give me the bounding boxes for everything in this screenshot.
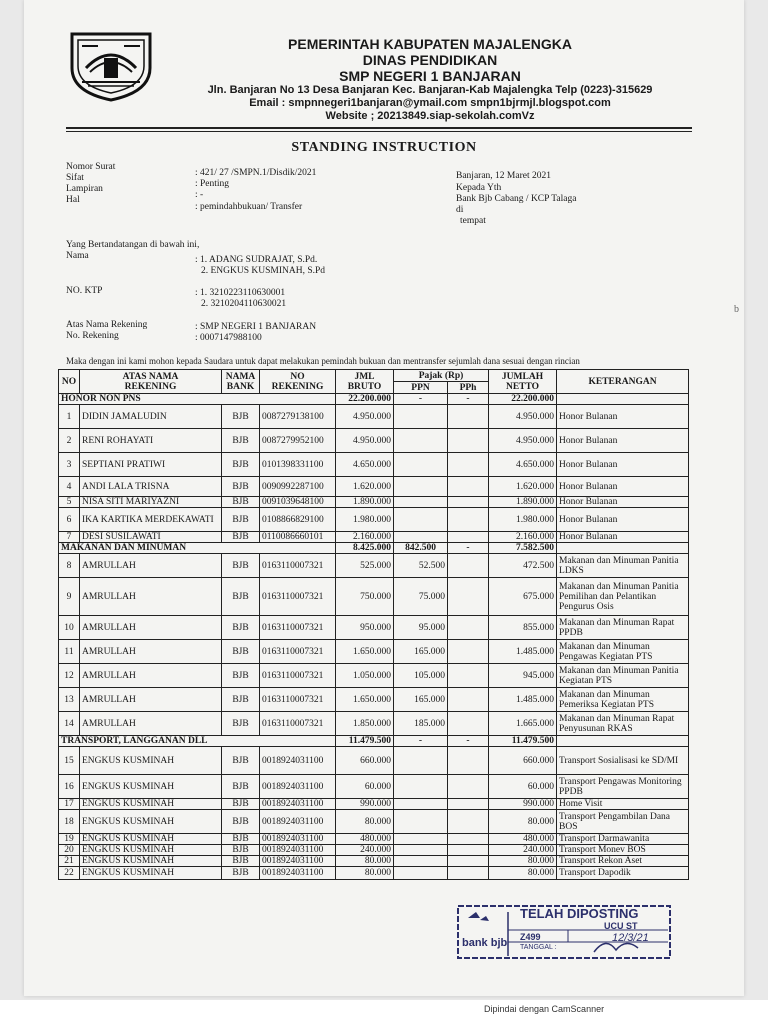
row-ppn — [394, 775, 448, 799]
letterhead-line2: DINAS PENDIDIKAN — [362, 52, 498, 68]
row-ppn — [394, 810, 448, 834]
row-account-number: 0163110007321 — [260, 664, 336, 688]
row-account-name: NISA SITI MARIYAZNI — [80, 497, 222, 508]
bank-bjb-logo-icon — [468, 912, 489, 921]
row-account-number: 0163110007321 — [260, 554, 336, 578]
row-pph — [448, 810, 489, 834]
row-number: 4 — [59, 477, 80, 497]
row-note: Honor Bulanan — [557, 477, 689, 497]
signers-intro: Yang Bertandatangan di bawah ini, — [66, 240, 200, 250]
letterhead-rule-thin — [66, 131, 692, 132]
stamp-date-label: TANGGAL : — [520, 944, 557, 951]
row-gross: 1.850.000 — [336, 712, 394, 736]
row-ppn: 165.000 — [394, 688, 448, 712]
row-note: Transport Pengambilan Dana BOS — [557, 810, 689, 834]
row-net: 1.485.000 — [489, 688, 557, 712]
row-account-number: 0018924031100 — [260, 747, 336, 775]
row-account-number: 0018924031100 — [260, 867, 336, 880]
row-number: 7 — [59, 532, 80, 543]
side-mark: b — [734, 304, 739, 315]
row-bank: BJB — [222, 834, 260, 845]
letterhead-rule — [66, 127, 692, 129]
table-row — [59, 747, 689, 775]
stamp-bank-logo-text: bank bjb — [462, 937, 508, 949]
row-ppn: 75.000 — [394, 578, 448, 616]
row-account-number: 0101398331100 — [260, 453, 336, 477]
ktp-label: NO. KTP — [66, 286, 103, 296]
row-bank: BJB — [222, 508, 260, 532]
row-note: Makanan dan Minuman Pengawas Kegiatan PTS — [557, 640, 689, 664]
header-bank-name: NAMA BANK — [222, 370, 260, 394]
row-gross: 990.000 — [336, 799, 394, 810]
row-account-name: ENGKUS KUSMINAH — [80, 867, 222, 880]
row-account-name: ENGKUS KUSMINAH — [80, 775, 222, 799]
row-number: 8 — [59, 554, 80, 578]
row-account-name: ENGKUS KUSMINAH — [80, 856, 222, 867]
row-account-number: 0163110007321 — [260, 578, 336, 616]
row-bank: BJB — [222, 532, 260, 543]
row-gross: 525.000 — [336, 554, 394, 578]
row-ppn: 185.000 — [394, 712, 448, 736]
recipient-line: tempat — [460, 216, 486, 226]
row-pph — [448, 532, 489, 543]
header-account-name: ATAS NAMA REKENING — [80, 370, 222, 394]
row-bank: BJB — [222, 497, 260, 508]
header-net: JUMLAH NETTO — [489, 370, 557, 394]
row-bank: BJB — [222, 856, 260, 867]
table-row — [59, 688, 689, 712]
row-gross: 240.000 — [336, 845, 394, 856]
document-title: STANDING INSTRUCTION — [291, 140, 477, 155]
recipient-line: di — [456, 205, 464, 215]
table-row — [59, 712, 689, 736]
row-gross: 1.650.000 — [336, 640, 394, 664]
section-gross-total: 22.200.000 — [336, 394, 394, 405]
meta-label: Hal — [66, 195, 80, 205]
row-pph — [448, 429, 489, 453]
row-bank: BJB — [222, 429, 260, 453]
section-pph-total: - — [448, 394, 489, 405]
row-account-number: 0087279138100 — [260, 405, 336, 429]
row-number: 14 — [59, 712, 80, 736]
recipient-bank: Bank Bjb Cabang / KCP Talaga — [456, 194, 577, 204]
row-ppn: 95.000 — [394, 616, 448, 640]
section-pph-total: - — [448, 543, 489, 554]
ktp-value: 2. 3210204110630021 — [201, 299, 287, 309]
row-note: Transport Dapodik — [557, 867, 689, 880]
row-ppn — [394, 834, 448, 845]
meta-label: Lampiran — [66, 184, 103, 194]
row-account-name: ENGKUS KUSMINAH — [80, 747, 222, 775]
row-account-name: IKA KARTIKA MERDEKAWATI — [80, 508, 222, 532]
row-gross: 1.620.000 — [336, 477, 394, 497]
row-note: Makanan dan Minuman Rapat Penyusunan RKAS — [557, 712, 689, 736]
account-number-label: No. Rekening — [66, 331, 119, 341]
row-net: 675.000 — [489, 578, 557, 616]
row-account-number: 0163110007321 — [260, 640, 336, 664]
row-pph — [448, 867, 489, 880]
row-number: 2 — [59, 429, 80, 453]
row-pph — [448, 578, 489, 616]
row-gross: 80.000 — [336, 867, 394, 880]
row-ppn — [394, 532, 448, 543]
section-ppn-total: - — [394, 736, 448, 747]
letterhead-address: Jln. Banjaran No 13 Desa Banjaran Kec. Banjaran-Kab Majalengka Telp (0223)-315629 — [207, 84, 653, 96]
row-note: Transport Pengawas Monitoring PPDB — [557, 775, 689, 799]
scanner-watermark: Dipindai dengan CamScanner — [484, 1004, 605, 1014]
table-row — [59, 834, 689, 845]
row-pph — [448, 799, 489, 810]
row-ppn — [394, 477, 448, 497]
row-gross: 80.000 — [336, 856, 394, 867]
table-row — [59, 405, 689, 429]
row-account-number: 0018924031100 — [260, 775, 336, 799]
row-pph — [448, 845, 489, 856]
row-pph — [448, 640, 489, 664]
row-number: 6 — [59, 508, 80, 532]
row-bank: BJB — [222, 867, 260, 880]
signers-name-label: Nama — [66, 251, 89, 261]
table-row — [59, 775, 689, 799]
row-note: Honor Bulanan — [557, 453, 689, 477]
table-row — [59, 616, 689, 640]
header-tax: Pajak (Rp) — [394, 370, 489, 382]
row-net: 80.000 — [489, 810, 557, 834]
row-account-name: AMRULLAH — [80, 554, 222, 578]
row-pph — [448, 775, 489, 799]
row-net: 1.665.000 — [489, 712, 557, 736]
table-row — [59, 810, 689, 834]
row-gross: 4.950.000 — [336, 405, 394, 429]
recipient-date: Banjaran, 12 Maret 2021 — [456, 171, 551, 181]
row-account-name: DESI SUSILAWATI — [80, 532, 222, 543]
row-note: Honor Bulanan — [557, 532, 689, 543]
meta-value-letter-number: : 421/ 27 /SMPN.1/Disdik/2021 — [195, 168, 317, 178]
row-account-number: 0163110007321 — [260, 712, 336, 736]
row-account-number: 0087279952100 — [260, 429, 336, 453]
recipient-line: Kepada Yth — [456, 183, 502, 193]
letterhead-school: SMP NEGERI 1 BANJARAN — [339, 68, 521, 84]
row-pph — [448, 554, 489, 578]
row-bank: BJB — [222, 799, 260, 810]
row-account-number: 0018924031100 — [260, 856, 336, 867]
table-row — [59, 477, 689, 497]
row-bank: BJB — [222, 640, 260, 664]
header-gross: JML BRUTO — [336, 370, 394, 394]
row-net: 240.000 — [489, 845, 557, 856]
row-pph — [448, 856, 489, 867]
row-bank: BJB — [222, 688, 260, 712]
row-account-number: 0108866829100 — [260, 508, 336, 532]
row-net: 60.000 — [489, 775, 557, 799]
row-pph — [448, 712, 489, 736]
row-bank: BJB — [222, 578, 260, 616]
section-header-row — [59, 394, 689, 405]
row-account-name: AMRULLAH — [80, 712, 222, 736]
row-pph — [448, 497, 489, 508]
row-bank: BJB — [222, 664, 260, 688]
scanner-footer — [0, 1000, 768, 1024]
row-net: 1.620.000 — [489, 477, 557, 497]
row-account-number: 0090992287100 — [260, 477, 336, 497]
row-number: 20 — [59, 845, 80, 856]
table-row — [59, 453, 689, 477]
row-net: 4.950.000 — [489, 429, 557, 453]
section-note-empty — [557, 736, 689, 747]
table-row — [59, 640, 689, 664]
row-net: 4.650.000 — [489, 453, 557, 477]
row-note: Makanan dan Minuman Rapat PPDB — [557, 616, 689, 640]
row-number: 1 — [59, 405, 80, 429]
row-pph — [448, 405, 489, 429]
section-net-total: 22.200.000 — [489, 394, 557, 405]
stamp-code: Z499 — [520, 932, 541, 942]
row-bank: BJB — [222, 453, 260, 477]
row-account-name: ENGKUS KUSMINAH — [80, 834, 222, 845]
row-number: 18 — [59, 810, 80, 834]
letterhead-line1: PEMERINTAH KABUPATEN MAJALENGKA — [288, 36, 572, 52]
meta-value-attachment: : - — [195, 190, 204, 200]
row-ppn — [394, 453, 448, 477]
letterhead-email: Email : smpnnegeri1banjaran@ymail.com smpn1bjrmjl.blogspot.com — [249, 97, 611, 109]
row-gross: 1.980.000 — [336, 508, 394, 532]
row-account-name: AMRULLAH — [80, 578, 222, 616]
account-name-label: Atas Nama Rekening — [66, 320, 148, 330]
section-note-empty — [557, 543, 689, 554]
header-account-number: NO REKENING — [260, 370, 336, 394]
table-row — [59, 867, 689, 880]
row-number: 5 — [59, 497, 80, 508]
account-number-value: : 0007147988100 — [195, 333, 262, 343]
row-bank: BJB — [222, 405, 260, 429]
row-bank: BJB — [222, 477, 260, 497]
row-bank: BJB — [222, 845, 260, 856]
transfer-table — [58, 369, 689, 880]
row-bank: BJB — [222, 712, 260, 736]
meta-value-nature: : Penting — [195, 179, 230, 189]
row-gross: 4.650.000 — [336, 453, 394, 477]
row-net: 80.000 — [489, 867, 557, 880]
section-gross-total: 8.425.000 — [336, 543, 394, 554]
row-account-name: ENGKUS KUSMINAH — [80, 799, 222, 810]
table-row — [59, 497, 689, 508]
section-ppn-total: - — [394, 394, 448, 405]
row-bank: BJB — [222, 554, 260, 578]
header-pph: PPh — [448, 382, 489, 394]
row-note: Transport Darmawanita — [557, 834, 689, 845]
section-ppn-total: 842.500 — [394, 543, 448, 554]
row-account-name: AMRULLAH — [80, 664, 222, 688]
row-number: 17 — [59, 799, 80, 810]
row-number: 11 — [59, 640, 80, 664]
row-net: 1.890.000 — [489, 497, 557, 508]
row-account-number: 0091039648100 — [260, 497, 336, 508]
row-note: Honor Bulanan — [557, 405, 689, 429]
row-number: 12 — [59, 664, 80, 688]
row-note: Home Visit — [557, 799, 689, 810]
row-pph — [448, 688, 489, 712]
row-note: Makanan dan Minuman Panitia Kegiatan PTS — [557, 664, 689, 688]
row-note: Honor Bulanan — [557, 508, 689, 532]
row-pph — [448, 747, 489, 775]
table-row — [59, 856, 689, 867]
row-account-number: 0018924031100 — [260, 810, 336, 834]
section-gross-total: 11.479.500 — [336, 736, 394, 747]
row-ppn — [394, 747, 448, 775]
table-row — [59, 508, 689, 532]
row-gross: 1.890.000 — [336, 497, 394, 508]
row-bank: BJB — [222, 775, 260, 799]
account-name-value: : SMP NEGERI 1 BANJARAN — [195, 322, 317, 332]
table-row — [59, 799, 689, 810]
row-note: Transport Sosialisasi ke SD/MI — [557, 747, 689, 775]
row-bank: BJB — [222, 747, 260, 775]
table-row — [59, 578, 689, 616]
row-pph — [448, 664, 489, 688]
row-gross: 4.950.000 — [336, 429, 394, 453]
row-note: Makanan dan Minuman Pemeriksa Kegiatan PTS — [557, 688, 689, 712]
row-account-number: 0018924031100 — [260, 834, 336, 845]
row-bank: BJB — [222, 616, 260, 640]
row-pph — [448, 616, 489, 640]
row-net: 480.000 — [489, 834, 557, 845]
row-account-number: 0110086660101 — [260, 532, 336, 543]
row-number: 13 — [59, 688, 80, 712]
ktp-value: : 1. 3210223110630001 — [195, 288, 286, 298]
row-account-number: 0163110007321 — [260, 688, 336, 712]
meta-label: Sifat — [66, 173, 84, 183]
section-header-row — [59, 736, 689, 747]
row-gross: 480.000 — [336, 834, 394, 845]
row-net: 855.000 — [489, 616, 557, 640]
row-ppn — [394, 405, 448, 429]
row-note: Honor Bulanan — [557, 497, 689, 508]
row-gross: 1.650.000 — [336, 688, 394, 712]
row-gross: 950.000 — [336, 616, 394, 640]
table-row — [59, 554, 689, 578]
row-ppn — [394, 508, 448, 532]
row-net: 1.980.000 — [489, 508, 557, 532]
row-ppn — [394, 429, 448, 453]
letterhead-website: Website ; 20213849.siap-sekolah.comVz — [325, 110, 535, 122]
row-gross: 660.000 — [336, 747, 394, 775]
row-note: Makanan dan Minuman Panitia Pemilihan dan Pelantikan Pengurus Osis — [557, 578, 689, 616]
row-gross: 60.000 — [336, 775, 394, 799]
section-net-total: 7.582.500 — [489, 543, 557, 554]
request-text: Maka dengan ini kami mohon kepada Saudara untuk dapat melakukan pemindah bukuan dan mentransfer sejumlah dana sesuai dengan rincian — [66, 356, 580, 366]
row-gross: 2.160.000 — [336, 532, 394, 543]
header-note: KETERANGAN — [557, 370, 689, 394]
section-pph-total: - — [448, 736, 489, 747]
section-header-row — [59, 543, 689, 554]
row-ppn — [394, 856, 448, 867]
section-title: TRANSPORT, LANGGANAN DLL — [59, 736, 336, 747]
meta-label: Nomor Surat — [66, 162, 116, 172]
row-gross: 80.000 — [336, 810, 394, 834]
row-account-name: SEPTIANI PRATIWI — [80, 453, 222, 477]
row-note: Transport Monev BOS — [557, 845, 689, 856]
signer-name: : 1. ADANG SUDRAJAT, S.Pd. — [195, 255, 318, 265]
section-title: HONOR NON PNS — [59, 394, 336, 405]
row-account-name: DIDIN JAMALUDIN — [80, 405, 222, 429]
row-pph — [448, 834, 489, 845]
section-title: MAKANAN DAN MINUMAN — [59, 543, 336, 554]
row-account-number: 0163110007321 — [260, 616, 336, 640]
row-account-number: 0018924031100 — [260, 799, 336, 810]
table-row — [59, 845, 689, 856]
row-note: Honor Bulanan — [557, 429, 689, 453]
row-ppn — [394, 867, 448, 880]
row-net: 4.950.000 — [489, 405, 557, 429]
row-net: 660.000 — [489, 747, 557, 775]
section-note-empty — [557, 394, 689, 405]
row-number: 15 — [59, 747, 80, 775]
row-note: Makanan dan Minuman Panitia LDKS — [557, 554, 689, 578]
row-net: 472.500 — [489, 554, 557, 578]
stamp-date-value: 12/3/21 — [612, 932, 649, 944]
row-account-name: AMRULLAH — [80, 640, 222, 664]
row-account-name: ANDI LALA TRISNA — [80, 477, 222, 497]
row-net: 945.000 — [489, 664, 557, 688]
row-number: 10 — [59, 616, 80, 640]
row-ppn: 165.000 — [394, 640, 448, 664]
row-number: 3 — [59, 453, 80, 477]
row-account-name: AMRULLAH — [80, 688, 222, 712]
row-net: 2.160.000 — [489, 532, 557, 543]
row-number: 21 — [59, 856, 80, 867]
row-pph — [448, 508, 489, 532]
row-net: 990.000 — [489, 799, 557, 810]
row-note: Transport Rekon Aset — [557, 856, 689, 867]
meta-value-subject: : pemindahbukuan/ Transfer — [195, 202, 303, 212]
row-account-name: RENI ROHAYATI — [80, 429, 222, 453]
header-no: NO — [59, 370, 80, 394]
row-number: 16 — [59, 775, 80, 799]
row-ppn: 105.000 — [394, 664, 448, 688]
row-account-number: 0018924031100 — [260, 845, 336, 856]
stamp-title: TELAH DIPOSTING — [520, 906, 639, 921]
row-account-name: AMRULLAH — [80, 616, 222, 640]
row-ppn — [394, 799, 448, 810]
row-gross: 1.050.000 — [336, 664, 394, 688]
signer-name: 2. ENGKUS KUSMINAH, S.Pd — [201, 266, 326, 276]
row-gross: 750.000 — [336, 578, 394, 616]
row-ppn — [394, 497, 448, 508]
table-row — [59, 532, 689, 543]
stamp-officer: UCU ST — [604, 921, 638, 931]
row-ppn: 52.500 — [394, 554, 448, 578]
row-ppn — [394, 845, 448, 856]
row-bank: BJB — [222, 810, 260, 834]
row-account-name: ENGKUS KUSMINAH — [80, 845, 222, 856]
table-row — [59, 664, 689, 688]
row-pph — [448, 477, 489, 497]
row-number: 22 — [59, 867, 80, 880]
row-number: 9 — [59, 578, 80, 616]
table-row — [59, 429, 689, 453]
row-net: 1.485.000 — [489, 640, 557, 664]
row-net: 80.000 — [489, 856, 557, 867]
row-account-name: ENGKUS KUSMINAH — [80, 810, 222, 834]
header-ppn: PPN — [394, 382, 448, 394]
regency-emblem-icon — [68, 28, 154, 102]
section-net-total: 11.479.500 — [489, 736, 557, 747]
row-pph — [448, 453, 489, 477]
row-number: 19 — [59, 834, 80, 845]
